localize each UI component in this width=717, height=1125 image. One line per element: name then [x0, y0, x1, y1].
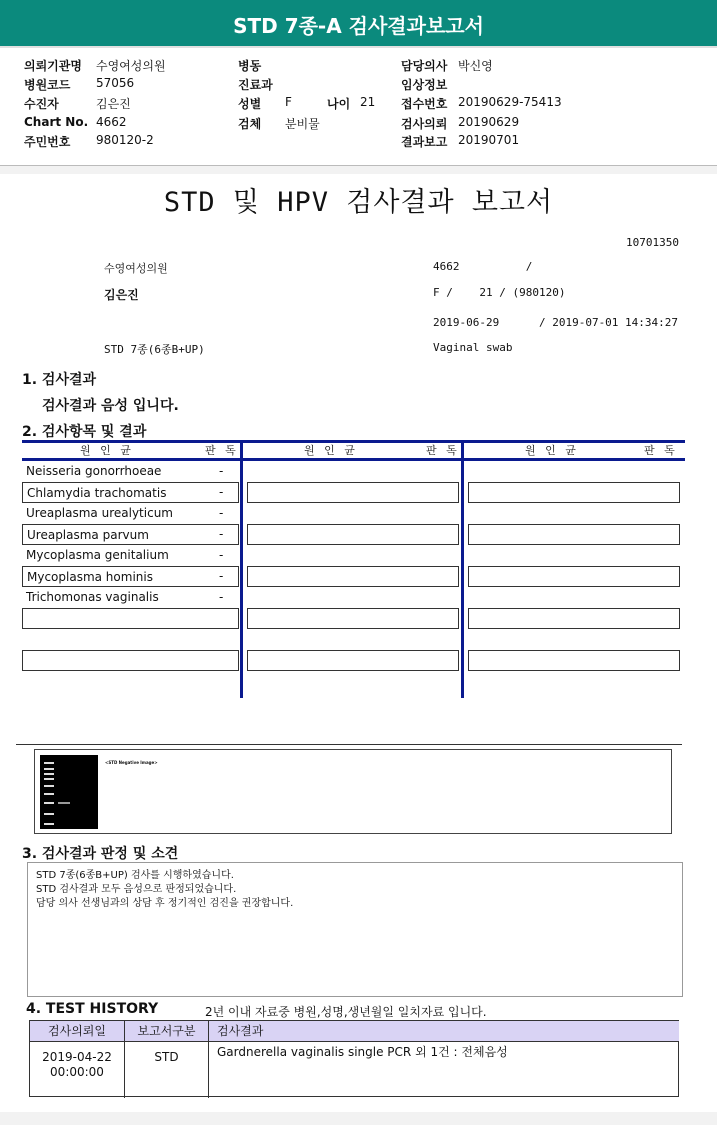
section-divider — [0, 166, 717, 174]
history-result-cell — [209, 1042, 679, 1098]
history-header-date: 검사의뢰일 — [30, 1021, 125, 1042]
label-patient: 수진자 — [24, 97, 59, 111]
opinion-line: 담당 의사 선생님과의 상담 후 정기적인 검진을 권장합니다. — [36, 898, 294, 909]
empty-row — [468, 566, 680, 587]
empty-row — [468, 608, 680, 629]
empty-row — [247, 524, 459, 545]
value-chart-no: 4662 — [96, 115, 127, 129]
organism-name: Trichomonas vaginalis — [26, 590, 159, 604]
ladder-band — [44, 823, 54, 825]
organism-name: Mycoplasma hominis — [27, 570, 153, 584]
col-organism-2: 원 인 균 — [304, 444, 358, 457]
opinion-box — [27, 862, 683, 997]
table-row — [22, 482, 239, 503]
history-header-type: 보고서구분 — [125, 1021, 209, 1042]
value-request-date: 20190629 — [458, 115, 520, 129]
report-specimen: Vaginal swab — [433, 341, 513, 354]
table-row — [22, 503, 239, 524]
organism-name: Chlamydia trachomatis — [27, 486, 167, 500]
value-resident-no: 980120-2 — [96, 133, 154, 147]
empty-row — [468, 650, 680, 671]
empty-row — [468, 482, 680, 503]
label-specimen: 검체 — [238, 117, 262, 131]
history-header-result: 검사결과 — [209, 1021, 679, 1042]
organism-name: Neisseria gonorrhoeae — [26, 464, 162, 478]
history-date-cell — [30, 1042, 125, 1098]
empty-row — [247, 650, 459, 671]
page-footer-band — [0, 1112, 717, 1125]
col-result-3: 판 독 — [644, 444, 678, 457]
col-result-1: 판 독 — [205, 444, 239, 457]
ladder-band — [44, 813, 54, 815]
organism-result: - — [219, 569, 224, 583]
opinion-line: STD 검사결과 모두 음성으로 판정되었습니다. — [36, 884, 237, 895]
section1-title: 1. 검사결과 — [22, 372, 97, 388]
label-sex: 성별 — [238, 97, 262, 111]
value-receipt-no: 20190629-75413 — [458, 95, 562, 109]
empty-row — [468, 524, 680, 545]
empty-row — [247, 608, 459, 629]
empty-row — [22, 650, 239, 671]
ladder-band — [44, 773, 54, 775]
label-resident-no: 주민번호 — [24, 135, 71, 149]
image-label: <STD Negative Image> — [105, 760, 158, 765]
label-doctor: 담당의사 — [401, 59, 448, 73]
history-result: Gardnerella vaginalis single PCR 외 1건 : 전체음성 — [217, 1045, 508, 1059]
history-type: STD — [154, 1050, 179, 1064]
ladder-band — [44, 785, 54, 787]
report-title: STD 7종-A 검사결과보고서 — [233, 14, 484, 38]
section2-title: 2. 검사항목 및 결과 — [22, 424, 147, 440]
document-title: STD 및 HPV 검사결과 보고서 — [163, 187, 554, 218]
gel-image-frame — [34, 749, 672, 834]
ladder-band — [44, 762, 54, 764]
label-client: 의뢰기관명 — [24, 59, 82, 73]
report-title-bar — [0, 0, 717, 48]
organism-result: - — [219, 548, 224, 562]
organism-name: Ureaplasma urealyticum — [26, 506, 173, 520]
section3-title: 3. 검사결과 판정 및 소견 — [22, 846, 179, 862]
report-code: 10701350 — [626, 236, 679, 249]
section1-text: 검사결과 음성 입니다. — [42, 398, 179, 414]
organism-name: Mycoplasma genitalium — [26, 548, 169, 562]
organism-result: - — [219, 464, 224, 478]
organism-result: - — [219, 506, 224, 520]
value-age: 21 — [360, 95, 376, 109]
label-hospital-code: 병원코드 — [24, 78, 71, 92]
label-chart-no: Chart No. — [24, 115, 89, 129]
organism-result: - — [219, 590, 224, 604]
history-date: 2019-04-22 — [42, 1050, 112, 1064]
table-row — [22, 524, 239, 545]
col-organism-1: 원 인 균 — [80, 444, 134, 457]
ladder-band — [44, 802, 54, 804]
report-dates: 2019-06-29 / 2019-07-01 14:34:27 — [433, 316, 679, 329]
table-row — [22, 545, 239, 566]
col-result-2: 판 독 — [426, 444, 460, 457]
history-table — [29, 1020, 679, 1097]
gel-electrophoresis-image — [40, 755, 98, 829]
value-patient: 김은진 — [96, 97, 131, 111]
label-receipt-no: 접수번호 — [401, 97, 448, 111]
report-sex-age: F / 21 / (980120) — [433, 286, 566, 299]
section4-title: 4. TEST HISTORY — [26, 1001, 159, 1017]
sample-band — [58, 802, 70, 804]
report-test: STD 7종(6종B+UP) — [104, 343, 205, 356]
history-note: 2년 이내 자료중 병원,성명,생년월일 일치자료 입니다. — [205, 1005, 487, 1019]
table-row — [22, 461, 239, 482]
results-table — [22, 440, 685, 698]
ladder-band — [44, 793, 54, 795]
table-row — [22, 566, 239, 587]
value-sex: F — [285, 95, 292, 109]
label-age: 나이 — [327, 97, 351, 111]
table-divider-1 — [240, 440, 243, 698]
history-time: 00:00:00 — [50, 1065, 104, 1079]
table-row — [22, 587, 239, 608]
value-report-date: 20190701 — [458, 133, 520, 147]
report-chart: 4662 / — [433, 260, 533, 273]
patient-header — [0, 50, 717, 166]
opinion-line: STD 7종(6종B+UP) 검사를 시행하였습니다. — [36, 870, 234, 881]
report-hospital: 수영여성의원 — [104, 262, 168, 275]
empty-row — [247, 566, 459, 587]
organism-result: - — [219, 485, 224, 499]
empty-row — [247, 482, 459, 503]
label-ward: 병동 — [238, 59, 262, 73]
label-department: 진료과 — [238, 78, 273, 92]
col-organism-3: 원 인 균 — [525, 444, 579, 457]
value-client: 수영여성의원 — [96, 59, 166, 73]
organism-name: Ureaplasma parvum — [27, 528, 149, 542]
empty-row — [22, 608, 239, 629]
value-doctor: 박신영 — [458, 59, 493, 73]
label-report-date: 결과보고 — [401, 135, 448, 149]
table-divider-2 — [461, 440, 464, 698]
label-request-date: 검사의뢰 — [401, 117, 448, 131]
value-specimen: 분비물 — [285, 117, 320, 131]
image-top-rule — [16, 744, 682, 745]
ladder-band — [44, 768, 54, 770]
value-hospital-code: 57056 — [96, 76, 135, 90]
report-patient: 김은진 — [104, 288, 139, 302]
organism-result: - — [219, 527, 224, 541]
ladder-band — [44, 778, 54, 780]
label-clinical-info: 임상정보 — [401, 78, 448, 92]
history-type-cell — [125, 1042, 209, 1098]
